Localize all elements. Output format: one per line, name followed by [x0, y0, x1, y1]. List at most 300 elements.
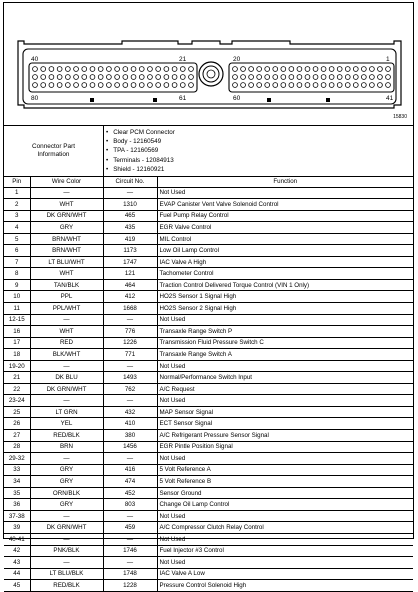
function-cell: A/C Refrigerant Pressure Sensor Signal	[157, 430, 413, 442]
pin-hole	[353, 67, 358, 72]
pin-hole	[65, 67, 70, 72]
pin-label-1: 1	[386, 56, 390, 63]
circuit-no-cell: —	[103, 187, 157, 199]
wire-color-cell: —	[30, 533, 103, 545]
pin-cell: 5	[4, 233, 30, 245]
pinout-table	[4, 176, 413, 592]
circuit-no-cell: 1226	[103, 337, 157, 349]
pin-hole	[257, 67, 262, 72]
pin-hole	[345, 75, 350, 80]
function-cell: Not Used	[157, 533, 413, 545]
table-row	[4, 453, 413, 465]
pin-hole	[386, 67, 391, 72]
pin-hole	[361, 75, 366, 80]
pin-hole	[139, 83, 144, 88]
table-row	[4, 499, 413, 511]
pin-cell: 7	[4, 256, 30, 268]
table-row	[4, 406, 413, 418]
function-cell: Not Used	[157, 510, 413, 522]
table-row	[4, 222, 413, 234]
pin-hole	[82, 83, 87, 88]
connector-info-label-line2: Information	[37, 150, 70, 158]
column-header-circuit-no: Circuit No.	[103, 176, 157, 187]
pin-hole	[41, 75, 46, 80]
table-row	[4, 476, 413, 488]
pin-hole	[329, 75, 334, 80]
pin-hole	[189, 75, 194, 80]
pin-cell: 37-38	[4, 510, 30, 522]
function-cell: Sensor Ground	[157, 487, 413, 499]
circuit-no-cell: 1668	[103, 303, 157, 315]
pin-hole	[361, 67, 366, 72]
pin-hole	[33, 83, 38, 88]
function-cell: EVAP Canister Vent Valve Solenoid Control	[157, 199, 413, 211]
circuit-no-cell: —	[103, 533, 157, 545]
wire-color-cell: GRY	[30, 464, 103, 476]
pin-hole	[57, 75, 62, 80]
pin-cell: 2	[4, 199, 30, 211]
table-row	[4, 279, 413, 291]
pin-label-61: 61	[179, 95, 187, 102]
pin-hole	[305, 67, 310, 72]
polarity-key	[90, 98, 94, 102]
circuit-no-cell: 1310	[103, 199, 157, 211]
pin-hole	[337, 67, 342, 72]
pin-hole	[241, 83, 246, 88]
pin-hole	[257, 83, 262, 88]
table-row	[4, 545, 413, 557]
pin-hole	[233, 67, 238, 72]
pin-hole	[281, 75, 286, 80]
connector-detail-item: • TPA - 12160569	[106, 146, 175, 155]
pin-hole	[180, 83, 185, 88]
wire-color-cell: LT BLU/WHT	[30, 256, 103, 268]
circuit-no-cell: —	[103, 510, 157, 522]
function-cell: Not Used	[157, 395, 413, 407]
pin-hole	[90, 67, 95, 72]
wire-color-cell: YEL	[30, 418, 103, 430]
wire-color-cell: BRN	[30, 441, 103, 453]
pin-cell: 6	[4, 245, 30, 257]
polarity-key	[326, 98, 330, 102]
connector-info-label-line1: Connector Part	[32, 142, 75, 150]
connector-inner-outline	[23, 49, 396, 104]
wire-color-cell: BLK/WHT	[30, 349, 103, 361]
pinout-table-body	[4, 187, 413, 591]
circuit-no-cell: 465	[103, 210, 157, 222]
pin-hole	[305, 75, 310, 80]
wire-color-cell: TAN/BLK	[30, 279, 103, 291]
connector-detail-item: • Body - 12160549	[106, 137, 175, 146]
pin-hole	[82, 75, 87, 80]
table-row	[4, 510, 413, 522]
table-row	[4, 395, 413, 407]
pin-hole	[82, 67, 87, 72]
pin-hole	[369, 83, 374, 88]
wire-color-cell: WHT	[30, 326, 103, 338]
pin-hole	[41, 83, 46, 88]
pin-hole	[313, 75, 318, 80]
function-cell: A/C Compressor Clutch Relay Control	[157, 522, 413, 534]
column-header-function: Function	[157, 176, 413, 187]
pin-label-80: 80	[31, 95, 39, 102]
circuit-no-cell: 416	[103, 464, 157, 476]
pin-label-41: 41	[386, 95, 394, 102]
function-cell: Not Used	[157, 187, 413, 199]
connector-detail-item: • Shield - 12160921	[106, 165, 175, 174]
circuit-no-cell: 435	[103, 222, 157, 234]
circuit-no-cell: 776	[103, 326, 157, 338]
pin-hole	[241, 67, 246, 72]
pin-hole	[369, 67, 374, 72]
circuit-no-cell: 464	[103, 279, 157, 291]
pin-cell: 10	[4, 291, 30, 303]
pin-cell: 35	[4, 487, 30, 499]
pin-hole	[106, 83, 111, 88]
table-row	[4, 580, 413, 592]
circuit-no-cell: —	[103, 453, 157, 465]
wire-color-cell: DK GRN/WHT	[30, 210, 103, 222]
pin-hole	[156, 83, 161, 88]
pin-cell: 19-20	[4, 360, 30, 372]
pin-cell: 39	[4, 522, 30, 534]
function-cell: Low Oil Lamp Control	[157, 245, 413, 257]
table-row	[4, 349, 413, 361]
pin-cell: 34	[4, 476, 30, 488]
pin-label-60: 60	[233, 95, 241, 102]
table-row	[4, 233, 413, 245]
pin-hole	[172, 75, 177, 80]
function-cell: HO2S Sensor 1 Signal High	[157, 291, 413, 303]
table-header-row	[4, 176, 413, 187]
circuit-no-cell: 432	[103, 406, 157, 418]
table-row	[4, 187, 413, 199]
pin-hole	[378, 83, 383, 88]
pin-cell: 22	[4, 383, 30, 395]
pin-hole	[257, 75, 262, 80]
function-cell: MIL Control	[157, 233, 413, 245]
function-cell: 5 Volt Reference B	[157, 476, 413, 488]
pin-hole	[106, 67, 111, 72]
circuit-no-cell: 452	[103, 487, 157, 499]
pin-hole	[265, 67, 270, 72]
function-cell: Not Used	[157, 360, 413, 372]
pin-hole	[74, 83, 79, 88]
table-row	[4, 303, 413, 315]
pin-hole	[289, 83, 294, 88]
pin-hole	[172, 67, 177, 72]
circuit-no-cell: 1228	[103, 580, 157, 592]
circuit-no-cell: 121	[103, 268, 157, 280]
function-cell: Fuel Injector #3 Control	[157, 545, 413, 557]
connector-info-label	[4, 125, 104, 176]
function-cell: Transmission Fluid Pressure Switch C	[157, 337, 413, 349]
pin-hole	[313, 67, 318, 72]
pin-hole	[139, 67, 144, 72]
circuit-no-cell: 1746	[103, 545, 157, 557]
function-cell: ECT Sensor Signal	[157, 418, 413, 430]
pin-label-40: 40	[31, 56, 39, 63]
pin-hole	[273, 67, 278, 72]
wire-color-cell: WHT	[30, 268, 103, 280]
function-cell: Change Oil Lamp Control	[157, 499, 413, 511]
pin-hole	[148, 83, 153, 88]
wire-color-cell: PPL/WHT	[30, 303, 103, 315]
pin-cell: 16	[4, 326, 30, 338]
connector-drawing	[4, 3, 413, 125]
pin-hole	[90, 83, 95, 88]
pin-hole	[337, 83, 342, 88]
polarity-key	[267, 98, 271, 102]
pin-cell: 44	[4, 568, 30, 580]
function-cell: MAP Sensor Signal	[157, 406, 413, 418]
circuit-no-cell: 459	[103, 522, 157, 534]
pin-cell: 27	[4, 430, 30, 442]
pin-hole	[65, 83, 70, 88]
function-cell: Fuel Pump Relay Control	[157, 210, 413, 222]
pin-hole	[98, 67, 103, 72]
wire-color-cell: BRN/WHT	[30, 245, 103, 257]
pin-cell: 4	[4, 222, 30, 234]
function-cell: Transaxle Range Switch A	[157, 349, 413, 361]
function-cell: Not Used	[157, 557, 413, 569]
pin-hole	[123, 75, 128, 80]
pin-hole	[273, 83, 278, 88]
pin-hole	[33, 75, 38, 80]
table-row	[4, 383, 413, 395]
wire-color-cell: —	[30, 314, 103, 326]
function-cell: Tachometer Control	[157, 268, 413, 280]
pin-hole	[321, 67, 326, 72]
pin-hole	[90, 75, 95, 80]
pin-hole	[98, 75, 103, 80]
pin-hole	[297, 83, 302, 88]
wire-color-cell: RED/BLK	[30, 580, 103, 592]
wire-color-cell: DK GRN/WHT	[30, 383, 103, 395]
pin-cell: 21	[4, 372, 30, 384]
pin-hole	[65, 75, 70, 80]
pin-cell: 18	[4, 349, 30, 361]
pin-hole	[249, 83, 254, 88]
pin-hole	[74, 75, 79, 80]
pin-hole	[106, 75, 111, 80]
pin-hole	[123, 67, 128, 72]
pin-hole	[49, 75, 54, 80]
pin-hole	[123, 83, 128, 88]
wire-color-cell: —	[30, 557, 103, 569]
pin-hole	[164, 75, 169, 80]
pin-hole	[233, 83, 238, 88]
pin-hole	[249, 75, 254, 80]
pin-hole	[353, 75, 358, 80]
table-row	[4, 487, 413, 499]
pin-hole	[180, 67, 185, 72]
table-row	[4, 256, 413, 268]
table-row	[4, 314, 413, 326]
pin-hole	[164, 67, 169, 72]
wire-color-cell: —	[30, 510, 103, 522]
pin-cell: 29-32	[4, 453, 30, 465]
circuit-no-cell: 803	[103, 499, 157, 511]
pin-cell: 43	[4, 557, 30, 569]
pin-hole	[115, 67, 120, 72]
circuit-no-cell: 412	[103, 291, 157, 303]
pin-hole	[289, 67, 294, 72]
pin-hole	[156, 67, 161, 72]
pin-hole	[337, 75, 342, 80]
pin-hole	[33, 67, 38, 72]
pin-hole	[281, 83, 286, 88]
pin-hole	[369, 75, 374, 80]
pin-hole	[148, 75, 153, 80]
table-row	[4, 326, 413, 338]
pin-cell: 42	[4, 545, 30, 557]
circuit-no-cell: 1747	[103, 256, 157, 268]
connector-details-list	[106, 128, 175, 174]
pin-cell: 11	[4, 303, 30, 315]
circuit-no-cell: —	[103, 557, 157, 569]
pin-hole	[265, 75, 270, 80]
function-cell: Transaxle Range Switch P	[157, 326, 413, 338]
pin-hole	[297, 75, 302, 80]
connector-part-info	[4, 125, 413, 177]
figure-id: 15830	[393, 114, 407, 120]
pin-hole	[57, 67, 62, 72]
pin-hole	[131, 67, 136, 72]
function-cell: Not Used	[157, 314, 413, 326]
pin-cell: 25	[4, 406, 30, 418]
pin-cell: 23-24	[4, 395, 30, 407]
pin-hole	[329, 67, 334, 72]
pin-hole	[180, 75, 185, 80]
pin-hole	[305, 83, 310, 88]
pin-hole	[321, 83, 326, 88]
table-row	[4, 533, 413, 545]
function-cell: EGR Valve Control	[157, 222, 413, 234]
circuit-no-cell: 474	[103, 476, 157, 488]
table-row	[4, 199, 413, 211]
wire-color-cell: GRY	[30, 476, 103, 488]
wire-color-cell: LT GRN	[30, 406, 103, 418]
table-row	[4, 418, 413, 430]
table-row	[4, 430, 413, 442]
function-cell: Traction Control Delivered Torque Control (VIN 1 Only)	[157, 279, 413, 291]
function-cell: EGR Pintle Position Signal	[157, 441, 413, 453]
pin-hole	[49, 83, 54, 88]
circuit-no-cell: 410	[103, 418, 157, 430]
wire-color-cell: —	[30, 360, 103, 372]
wire-color-cell: DK BLU	[30, 372, 103, 384]
circuit-no-cell: 1493	[103, 372, 157, 384]
pin-hole	[249, 67, 254, 72]
table-row	[4, 245, 413, 257]
pin-hole	[297, 67, 302, 72]
pin-cell: 28	[4, 441, 30, 453]
pin-hole	[57, 83, 62, 88]
pin-hole	[233, 75, 238, 80]
pin-hole	[353, 83, 358, 88]
circuit-no-cell: 1173	[103, 245, 157, 257]
wire-color-cell: WHT	[30, 199, 103, 211]
pin-hole	[41, 67, 46, 72]
pin-cell: 1	[4, 187, 30, 199]
table-row	[4, 268, 413, 280]
pin-hole	[98, 83, 103, 88]
table-row	[4, 337, 413, 349]
pin-hole	[189, 83, 194, 88]
pin-hole	[321, 75, 326, 80]
function-cell: IAC Valve A High	[157, 256, 413, 268]
wire-color-cell: GRY	[30, 222, 103, 234]
pin-hole	[148, 67, 153, 72]
column-header-wire-color: Wire Color	[30, 176, 103, 187]
pinout-sheet	[3, 2, 414, 589]
pin-hole	[156, 75, 161, 80]
wire-color-cell: PPL	[30, 291, 103, 303]
pin-hole	[386, 83, 391, 88]
wire-color-cell: LT BLU/BLK	[30, 568, 103, 580]
pin-cell: 12-15	[4, 314, 30, 326]
pin-hole	[378, 67, 383, 72]
circuit-no-cell: —	[103, 360, 157, 372]
circuit-no-cell: 762	[103, 383, 157, 395]
wire-color-cell: GRY	[30, 499, 103, 511]
circuit-no-cell: —	[103, 314, 157, 326]
function-cell: 5 Volt Reference A	[157, 464, 413, 476]
pin-label-20: 20	[233, 56, 241, 63]
function-cell: A/C Request	[157, 383, 413, 395]
circuit-no-cell: —	[103, 395, 157, 407]
connector-diagram	[4, 3, 413, 126]
table-row	[4, 210, 413, 222]
pin-cell: 3	[4, 210, 30, 222]
circuit-no-cell: 771	[103, 349, 157, 361]
circuit-no-cell: 380	[103, 430, 157, 442]
pin-label-21: 21	[179, 56, 187, 63]
function-cell: IAC Valve A Low	[157, 568, 413, 580]
wire-color-cell: ORN/BLK	[30, 487, 103, 499]
pin-cell: 9	[4, 279, 30, 291]
pin-hole	[131, 75, 136, 80]
pin-hole	[378, 75, 383, 80]
table-row	[4, 568, 413, 580]
column-header-pin: Pin	[4, 176, 30, 187]
connector-detail-item: • Clear PCM Connector	[106, 128, 175, 137]
pin-hole	[281, 67, 286, 72]
pin-hole	[49, 67, 54, 72]
pin-hole	[164, 83, 169, 88]
wire-color-cell: —	[30, 187, 103, 199]
pin-cell: 45	[4, 580, 30, 592]
polarity-key	[153, 98, 157, 102]
function-cell: Not Used	[157, 453, 413, 465]
pin-cell: 33	[4, 464, 30, 476]
wire-color-cell: PNK/BLK	[30, 545, 103, 557]
table-row	[4, 360, 413, 372]
table-row	[4, 557, 413, 569]
pin-hole	[345, 67, 350, 72]
pin-hole	[289, 75, 294, 80]
pin-hole	[131, 83, 136, 88]
function-cell: Pressure Control Solenoid High	[157, 580, 413, 592]
pin-hole	[139, 75, 144, 80]
pin-hole	[241, 75, 246, 80]
wire-color-cell: RED	[30, 337, 103, 349]
pin-hole	[189, 67, 194, 72]
wire-color-cell: DK GRN/WHT	[30, 522, 103, 534]
pin-hole	[265, 83, 270, 88]
pin-cell: 36	[4, 499, 30, 511]
